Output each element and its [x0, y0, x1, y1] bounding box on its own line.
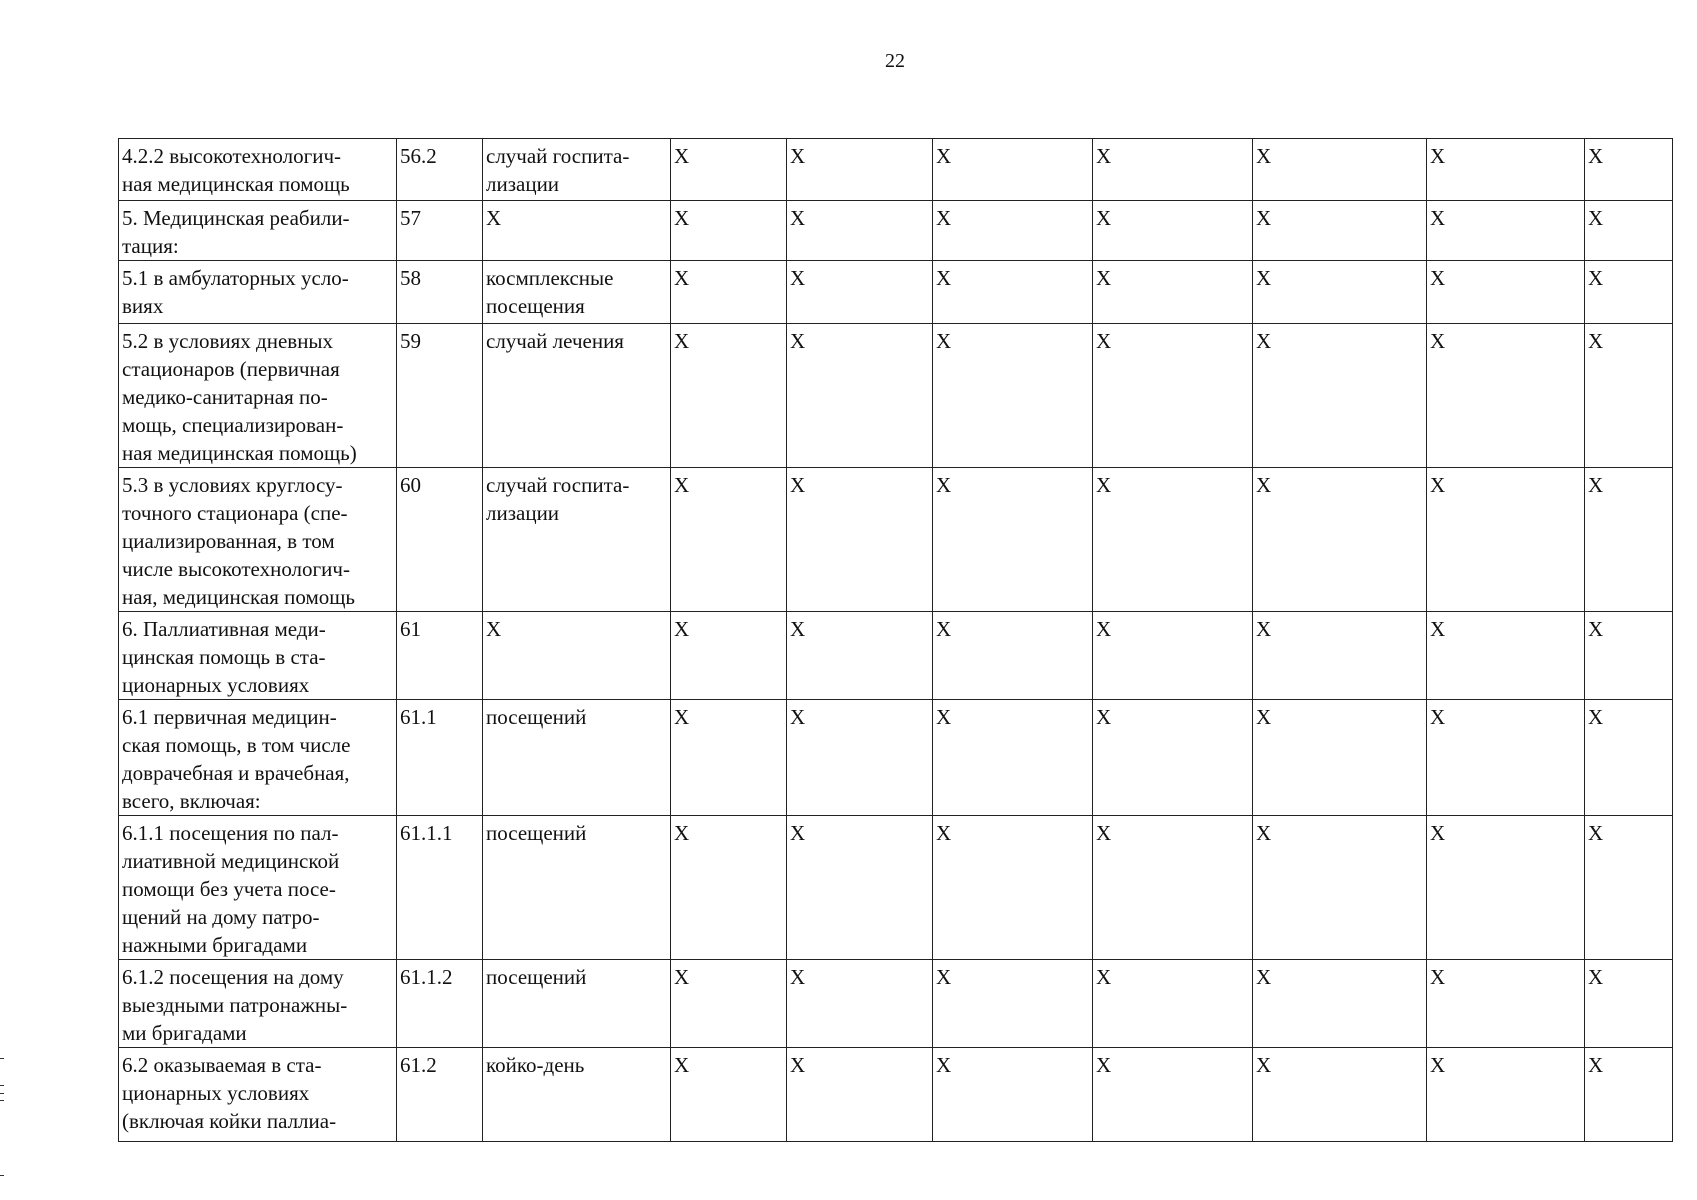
value-cell: X [787, 468, 933, 612]
row-code-cell: 59 [397, 324, 483, 468]
value-cell: X [1427, 468, 1585, 612]
value-cell: X [1253, 960, 1427, 1048]
row-unit-cell: случай госпита- лизации [483, 139, 671, 201]
row-unit-cell: посещений [483, 700, 671, 816]
value-cell: X [671, 612, 787, 700]
scan-mark [0, 1085, 4, 1086]
scan-mark [0, 1175, 4, 1176]
value-cell: X [671, 201, 787, 261]
table-row [119, 960, 1673, 1048]
value-cell: X [1585, 324, 1673, 468]
scan-mark [0, 1100, 4, 1101]
value-cell: X [787, 816, 933, 960]
value-cell: X [1585, 139, 1673, 201]
row-code-cell: 60 [397, 468, 483, 612]
row-unit-cell: случай госпита- лизации [483, 468, 671, 612]
row-name-cell: 5.2 в условиях дневных стационаров (первичная медико-санитарная по- мощь, специализирован- ная медицинская помощь) [119, 324, 397, 468]
value-cell: X [933, 261, 1093, 324]
value-cell: X [671, 468, 787, 612]
value-cell: X [1093, 201, 1253, 261]
row-unit-cell: X [483, 201, 671, 261]
row-code-cell: 58 [397, 261, 483, 324]
value-cell: X [1093, 612, 1253, 700]
value-cell: X [1427, 324, 1585, 468]
value-cell: X [933, 612, 1093, 700]
value-cell: X [787, 261, 933, 324]
value-cell: X [1093, 139, 1253, 201]
table-row [119, 816, 1673, 960]
value-cell: X [1253, 468, 1427, 612]
value-cell: X [671, 324, 787, 468]
scan-mark [0, 1093, 4, 1094]
value-cell: X [671, 1048, 787, 1142]
row-unit-cell: посещений [483, 816, 671, 960]
value-cell: X [1093, 816, 1253, 960]
value-cell: X [1253, 1048, 1427, 1142]
value-cell: X [787, 201, 933, 261]
value-cell: X [787, 324, 933, 468]
table-row [119, 612, 1673, 700]
value-cell: X [1585, 960, 1673, 1048]
row-name-cell: 6.1.2 посещения на дому выездными патронажны- ми бригадами [119, 960, 397, 1048]
value-cell: X [1427, 816, 1585, 960]
value-cell: X [1427, 201, 1585, 261]
value-cell: X [787, 139, 933, 201]
value-cell: X [1585, 261, 1673, 324]
value-cell: X [933, 700, 1093, 816]
row-name-cell: 5. Медицинская реабили- тация: [119, 201, 397, 261]
value-cell: X [1427, 261, 1585, 324]
row-name-cell: 6.1.1 посещения по пал- лиативной медицинской помощи без учета посе- щений на дому патро- нажными бригадами [119, 816, 397, 960]
value-cell: X [1253, 612, 1427, 700]
value-cell: X [1427, 1048, 1585, 1142]
scan-mark [0, 1058, 4, 1059]
value-cell: X [1253, 324, 1427, 468]
value-cell: X [1585, 468, 1673, 612]
row-unit-cell: койко-день [483, 1048, 671, 1142]
value-cell: X [933, 468, 1093, 612]
value-cell: X [671, 700, 787, 816]
value-cell: X [1585, 1048, 1673, 1142]
table-row [119, 201, 1673, 261]
value-cell: X [933, 1048, 1093, 1142]
table-row [119, 139, 1673, 201]
value-cell: X [1427, 700, 1585, 816]
value-cell: X [1253, 700, 1427, 816]
value-cell: X [933, 816, 1093, 960]
value-cell: X [787, 1048, 933, 1142]
row-unit-cell: космплексные посещения [483, 261, 671, 324]
value-cell: X [1253, 816, 1427, 960]
table-row [119, 468, 1673, 612]
value-cell: X [1093, 261, 1253, 324]
value-cell: X [933, 324, 1093, 468]
table-row [119, 1048, 1673, 1142]
value-cell: X [933, 201, 1093, 261]
row-code-cell: 61.1 [397, 700, 483, 816]
row-code-cell: 61.2 [397, 1048, 483, 1142]
value-cell: X [787, 960, 933, 1048]
value-cell: X [933, 139, 1093, 201]
value-cell: X [1093, 324, 1253, 468]
row-unit-cell: X [483, 612, 671, 700]
row-name-cell: 6. Паллиативная меди- цинская помощь в ста- ционарных условиях [119, 612, 397, 700]
value-cell: X [1253, 201, 1427, 261]
value-cell: X [671, 960, 787, 1048]
row-code-cell: 61.1.1 [397, 816, 483, 960]
row-name-cell: 5.1 в амбулаторных усло- виях [119, 261, 397, 324]
row-unit-cell: случай лечения [483, 324, 671, 468]
value-cell: X [787, 700, 933, 816]
row-name-cell: 6.1 первичная медицин- ская помощь, в том числе доврачебная и врачебная, всего, включая: [119, 700, 397, 816]
value-cell: X [1427, 612, 1585, 700]
data-table [118, 138, 1673, 1142]
value-cell: X [1093, 960, 1253, 1048]
value-cell: X [1585, 700, 1673, 816]
row-code-cell: 57 [397, 201, 483, 261]
value-cell: X [671, 816, 787, 960]
row-name-cell: 6.2 оказываемая в ста- ционарных условиях (включая койки паллиа- [119, 1048, 397, 1142]
value-cell: X [671, 261, 787, 324]
row-name-cell: 4.2.2 высокотехнологич- ная медицинская помощь [119, 139, 397, 201]
value-cell: X [1585, 201, 1673, 261]
value-cell: X [1253, 139, 1427, 201]
table-body [119, 139, 1673, 1142]
row-unit-cell: посещений [483, 960, 671, 1048]
page-number: 22 [885, 50, 905, 72]
value-cell: X [1093, 700, 1253, 816]
table-row [119, 261, 1673, 324]
value-cell: X [671, 139, 787, 201]
table-row [119, 700, 1673, 816]
value-cell: X [1585, 612, 1673, 700]
value-cell: X [1093, 1048, 1253, 1142]
row-name-cell: 5.3 в условиях круглосу- точного стационара (спе- циализированная, в том числе высокотехнологич- ная, медицинская помощь [119, 468, 397, 612]
value-cell: X [1253, 261, 1427, 324]
value-cell: X [1093, 468, 1253, 612]
row-code-cell: 56.2 [397, 139, 483, 201]
value-cell: X [1427, 139, 1585, 201]
row-code-cell: 61.1.2 [397, 960, 483, 1048]
table-row [119, 324, 1673, 468]
value-cell: X [1585, 816, 1673, 960]
value-cell: X [933, 960, 1093, 1048]
row-code-cell: 61 [397, 612, 483, 700]
value-cell: X [1427, 960, 1585, 1048]
value-cell: X [787, 612, 933, 700]
